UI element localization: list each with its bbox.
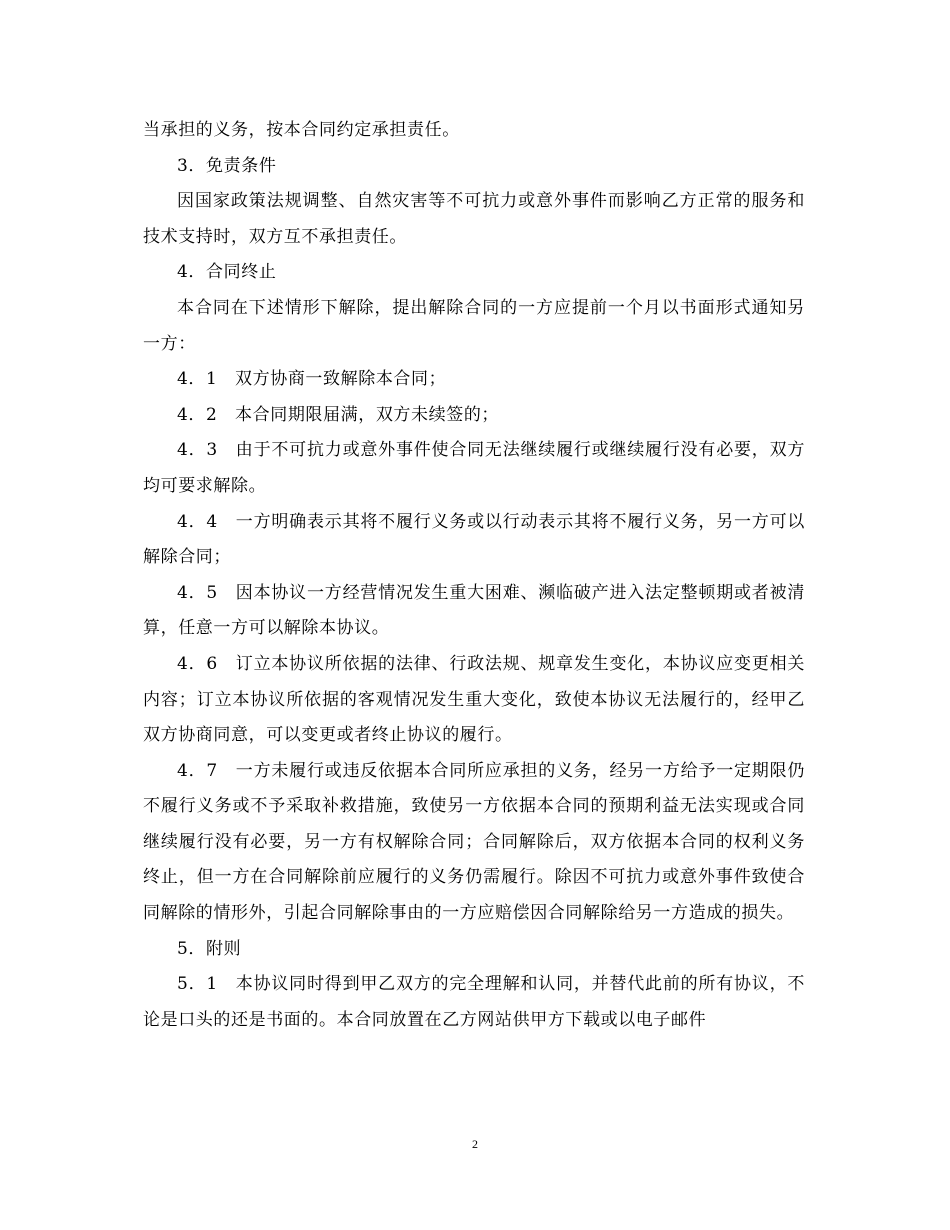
section-heading-4: 4．合同终止 (177, 262, 277, 283)
section-heading-3: 3．免责条件 (177, 155, 277, 176)
paragraph-termination-intro: 本合同在下述情形下解除，提出解除合同的一方应提前一个月以书面形式通知另一方： (143, 297, 805, 354)
clause-4-5: 4．5 因本协议一方经营情况发生重大困难、濒临破产进入法定整顿期或者被清算，任意一方可以解除本协议。 (143, 582, 805, 639)
clause-4-3: 4．3 由于不可抗力或意外事件使合同无法继续履行或继续履行没有必要，双方均可要求解除。 (143, 440, 805, 496)
paragraph-continuation: 当承担的义务，按本合同约定承担责任。 (143, 120, 460, 140)
clause-4-4: 4．4 一方明确表示其将不履行义务或以行动表示其将不履行义务，另一方可以解除合同； (143, 511, 805, 568)
clause-4-2: 4．2 本合同期限届满，双方未续签的； (177, 404, 500, 425)
paragraph-disclaimer: 因国家政策法规调整、自然灾害等不可抗力或意外事件而影响乙方正常的服务和技术支持时，双方互不承担责任。 (143, 191, 805, 247)
page-number: 2 (472, 1137, 478, 1151)
section-heading-5: 5．附则 (177, 938, 242, 959)
document-body (143, 113, 805, 1038)
clause-4-6: 4．6 订立本协议所依据的法律、行政法规、规章发生变化，本协议应变更相关内容；订立本协议所依据的客观情况发生重大变化，致使本协议无法履行的，经甲乙双方协商同意，可以变更或者终止协议的履行。 (143, 653, 805, 746)
clause-4-1: 4．1 双方协商一致解除本合同； (177, 369, 447, 390)
clause-5-1: 5．1 本协议同时得到甲乙双方的完全理解和认同，并替代此前的所有协议，不论是口头的还是书面的。本合同放置在乙方网站供甲方下载或以电子邮件 (143, 974, 805, 1030)
clause-4-7: 4．7 一方未履行或违反依据本合同所应承担的义务，经另一方给予一定期限仍不履行义务或不予采取补救措施，致使另一方依据本合同的预期利益无法实现或合同继续履行没有必要，另一方有权解除合同；合同解除后，双方依据本合同的权利义务终止，但一方在合同解除前应履行的义务仍需履行。除因不可抗力或意外事件致使合同解除的情形外，引起合同解除事由的一方应赔偿因合同解除给另一方造成的损失。 (143, 760, 805, 924)
